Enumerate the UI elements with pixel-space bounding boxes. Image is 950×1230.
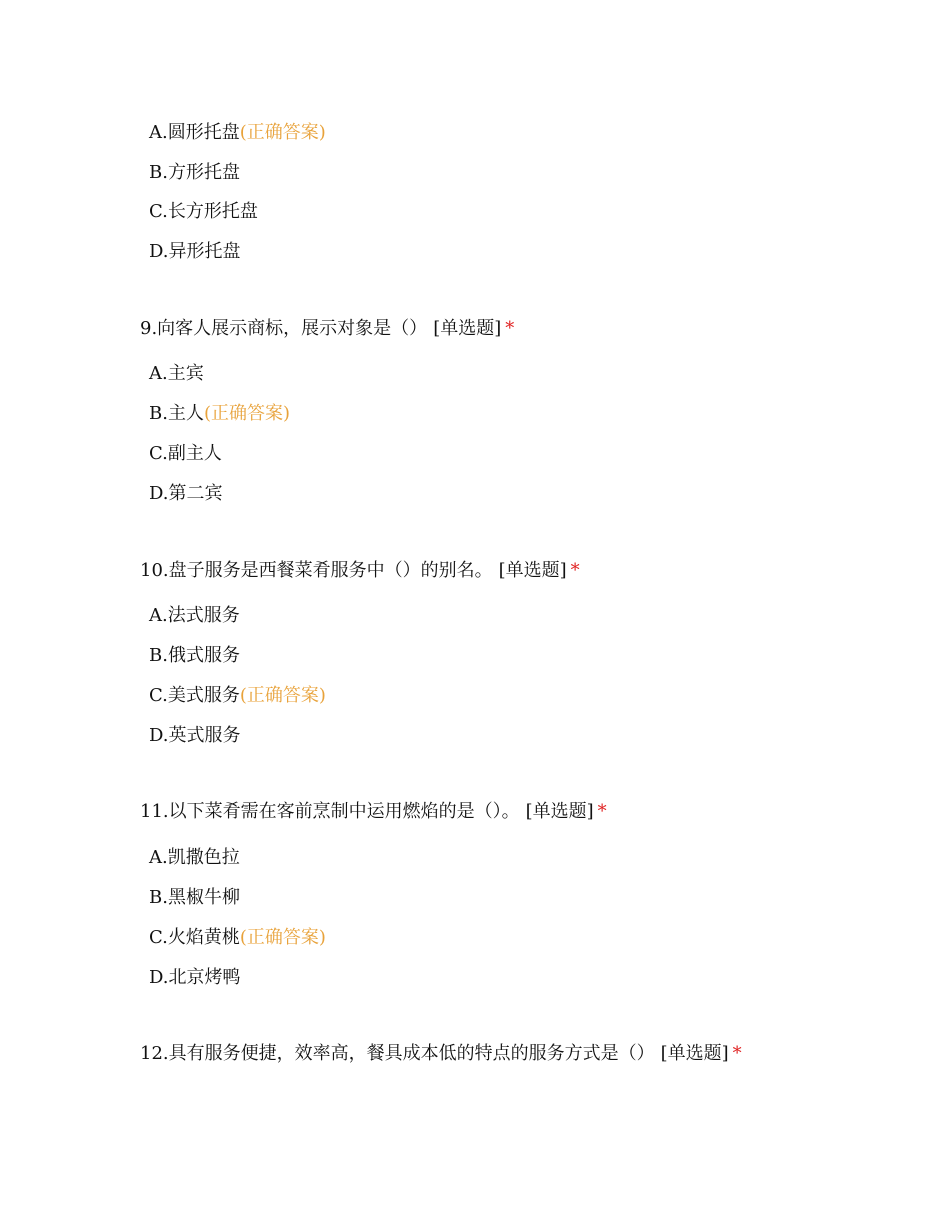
option-c[interactable]: [149, 926, 326, 950]
question-title: [140, 800, 607, 824]
required-mark: *: [570, 560, 580, 581]
option-text: A.法式服务: [149, 605, 240, 626]
option-a[interactable]: [149, 604, 240, 628]
option-text: B.俄式服务: [149, 645, 240, 666]
question-type: [单选题]: [525, 801, 594, 822]
option-text: A.凯撒色拉: [149, 847, 240, 868]
option-a[interactable]: [149, 846, 240, 870]
option-text: C.副主人: [149, 443, 222, 464]
required-mark: *: [505, 318, 515, 339]
correct-answer-tag: (正确答案): [239, 685, 326, 706]
option-b[interactable]: [149, 402, 290, 426]
option-c[interactable]: [149, 442, 222, 466]
option-text: C.长方形托盘: [149, 201, 258, 222]
question-type: [单选题]: [660, 1043, 729, 1064]
option-d[interactable]: [149, 482, 223, 506]
option-b[interactable]: [149, 886, 240, 910]
option-d[interactable]: [149, 966, 241, 990]
correct-answer-tag: (正确答案): [239, 122, 326, 143]
question-type: [单选题]: [433, 318, 502, 339]
question-text: 10.盘子服务是西餐菜肴服务中（）的别名。: [140, 560, 493, 581]
question-text: 11.以下菜肴需在客前烹制中运用燃焰的是（）。: [140, 801, 520, 822]
option-c[interactable]: [149, 200, 258, 224]
option-text: C.火焰黄桃: [149, 927, 240, 948]
question-text: 9.向客人展示商标，展示对象是（）: [140, 318, 428, 339]
option-b[interactable]: [149, 644, 240, 668]
question-title: [140, 1042, 742, 1066]
required-mark: *: [732, 1043, 742, 1064]
correct-answer-tag: (正确答案): [203, 403, 290, 424]
option-text: C.美式服务: [149, 685, 240, 706]
option-a[interactable]: [149, 121, 326, 145]
option-text: D.第二宾: [149, 483, 223, 504]
option-text: D.英式服务: [149, 725, 241, 746]
question-type: [单选题]: [498, 560, 567, 581]
option-b[interactable]: [149, 161, 240, 185]
option-a[interactable]: [149, 362, 204, 386]
question-text: 12.具有服务便捷，效率高，餐具成本低的特点的服务方式是（）: [140, 1043, 655, 1064]
option-c[interactable]: [149, 684, 326, 708]
question-title: [140, 317, 514, 341]
required-mark: *: [597, 801, 607, 822]
correct-answer-tag: (正确答案): [239, 927, 326, 948]
question-title: [140, 559, 580, 583]
option-d[interactable]: [149, 724, 241, 748]
option-text: B.黑椒牛柳: [149, 887, 240, 908]
option-text: B.主人: [149, 403, 204, 424]
option-d[interactable]: [149, 240, 241, 264]
option-text: D.异形托盘: [149, 241, 241, 262]
option-text: B.方形托盘: [149, 162, 240, 183]
option-text: A.主宾: [149, 363, 204, 384]
option-text: A.圆形托盘: [149, 122, 240, 143]
option-text: D.北京烤鸭: [149, 967, 241, 988]
